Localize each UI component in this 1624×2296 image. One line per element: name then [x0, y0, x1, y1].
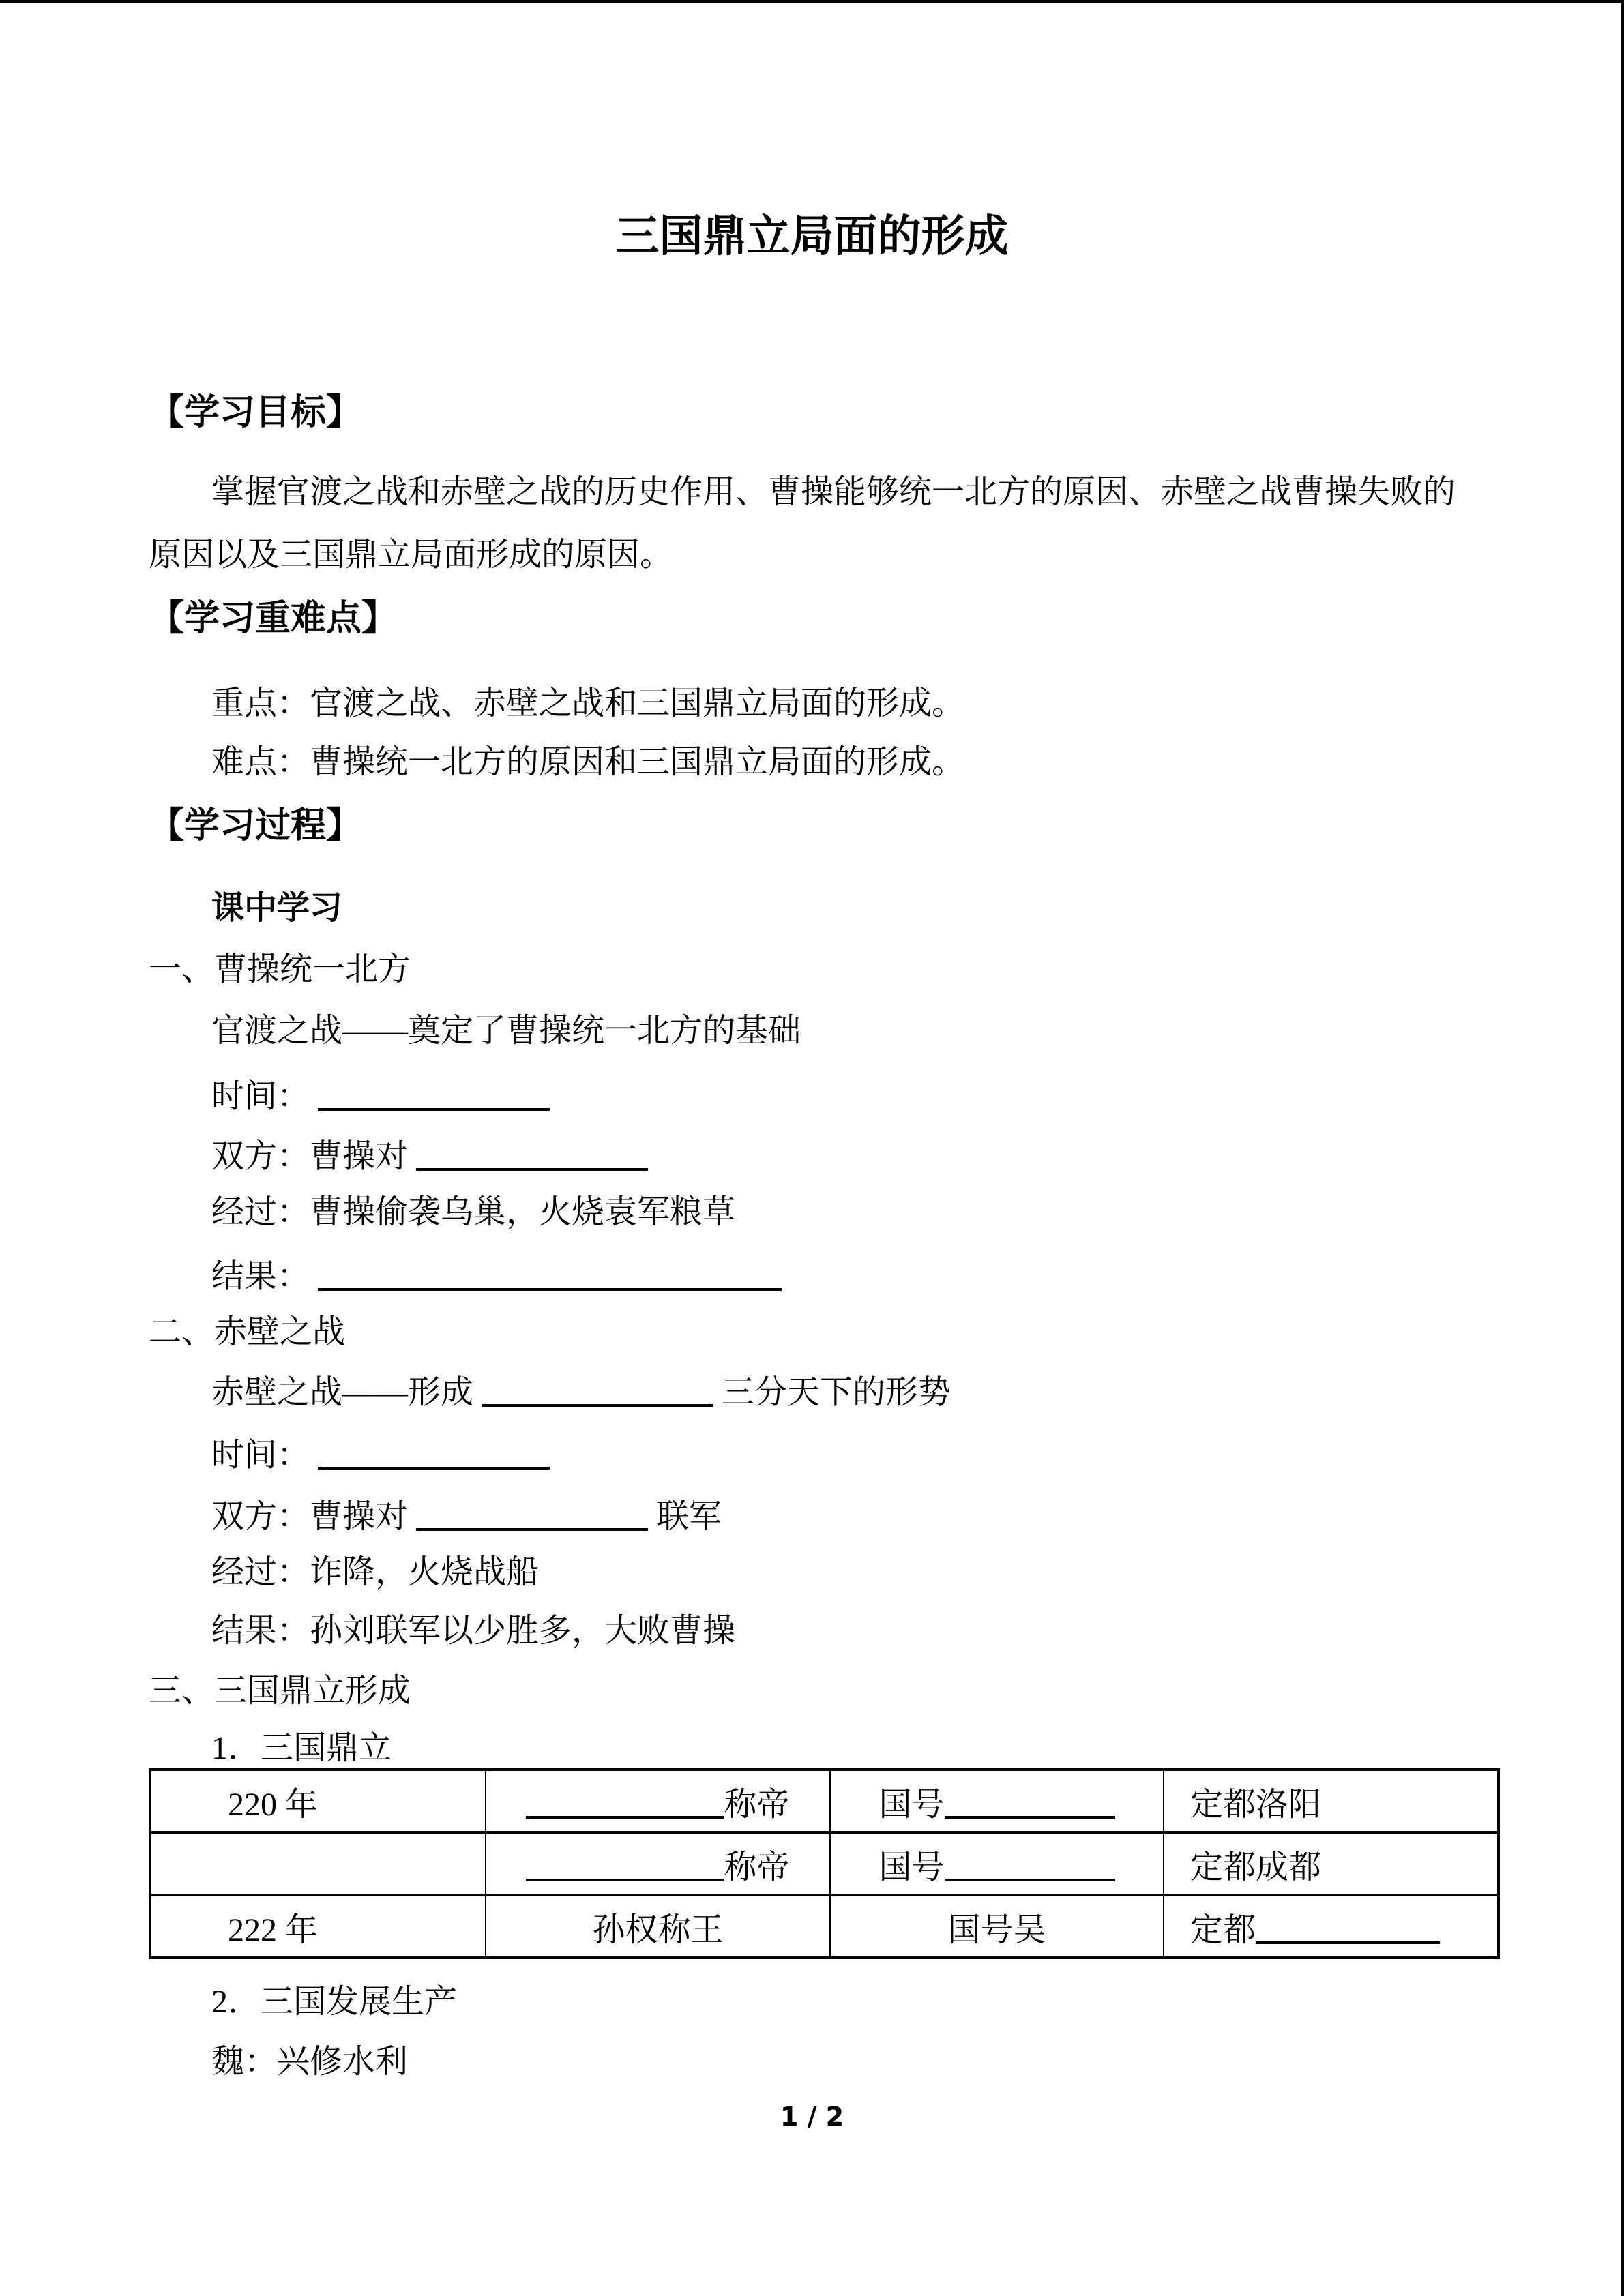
- section2-heading: 二、赤壁之战: [149, 1314, 346, 1350]
- table-cell-emperor-wei-label: 称帝: [724, 1786, 790, 1823]
- section3-item1: 1．三国鼎立: [211, 1730, 392, 1766]
- section1-sides-line: [211, 1133, 648, 1176]
- heading-learning-process: 【学习过程】: [149, 807, 362, 846]
- table-cell-capital-chengdu: 定都成都: [1164, 1832, 1498, 1895]
- section2-sides-post: 联军: [656, 1498, 722, 1535]
- fill-in-blank-time1: [318, 1077, 550, 1111]
- fill-in-blank-shu-person: [526, 1847, 724, 1881]
- table-cell-year-empty: [150, 1832, 486, 1895]
- fill-in-blank-wu-capital: [1256, 1910, 1440, 1944]
- fill-in-blank-shu-state: [945, 1847, 1115, 1881]
- table-cell-king-wu: 孙权称王: [486, 1895, 830, 1958]
- table-cell-emperor-wei: [486, 1770, 830, 1832]
- section3-heading: 三、三国鼎立形成: [149, 1673, 411, 1709]
- learning-goals-paragraph-line2: 原因以及三国鼎立局面形成的原因。: [149, 537, 673, 573]
- table-cell-year-220: 220 年: [150, 1770, 486, 1832]
- section3-item2: 2．三国发展生产: [211, 1984, 458, 2020]
- section1-guandu-subtitle: 官渡之战——奠定了曹操统一北方的基础: [211, 1013, 801, 1049]
- heading-key-difficult-points: 【学习重难点】: [149, 599, 398, 638]
- section2-sides-pre: 双方：曹操对: [211, 1498, 409, 1535]
- fill-in-blank-wei-state: [945, 1785, 1115, 1819]
- section1-result-line: [211, 1253, 782, 1296]
- page-title: 三国鼎立局面的形成: [615, 212, 1009, 260]
- table-cell-state-wu: 国号吴: [830, 1895, 1164, 1958]
- section1-course-line: 经过：曹操偷袭乌巢，火烧袁军粮草: [211, 1194, 736, 1230]
- table-row-wei: [150, 1770, 1498, 1832]
- learning-goals-paragraph-line1: 掌握官渡之战和赤壁之战的历史作用、曹操能够统一北方的原因、赤壁之战曹操失败的: [211, 474, 1456, 510]
- table-cell-capital-wu: [1164, 1895, 1498, 1958]
- table-cell-emperor-shu-label: 称帝: [724, 1849, 790, 1885]
- section1-heading: 一、曹操统一北方: [149, 951, 411, 987]
- screen-edge-artifact-top: [0, 0, 1624, 3]
- fill-in-blank-time2: [318, 1435, 550, 1470]
- table-cell-state-shu: [830, 1832, 1164, 1895]
- table-cell-year-222: 222 年: [150, 1895, 486, 1958]
- key-point-line: 重点：官渡之战、赤壁之战和三国鼎立局面的形成。: [211, 685, 965, 721]
- section2-subtitle-pre: 赤壁之战——形成: [211, 1374, 474, 1411]
- table-cell-capital-wu-label: 定都: [1190, 1911, 1256, 1948]
- table-cell-capital-luoyang: 定都洛阳: [1164, 1770, 1498, 1832]
- section3-wei-production-line: 魏：兴修水利: [211, 2044, 409, 2080]
- page-number: 1 / 2: [780, 2102, 844, 2132]
- difficult-point-line: 难点：曹操统一北方的原因和三国鼎立局面的形成。: [211, 744, 965, 780]
- fill-in-blank-opponent1: [416, 1137, 648, 1171]
- section2-chibi-subtitle: [211, 1369, 951, 1412]
- section1-result-label: 结果：: [211, 1258, 310, 1295]
- section2-time-line: [211, 1432, 550, 1474]
- section2-subtitle-post: 三分天下的形势: [722, 1374, 951, 1411]
- section2-sides-line: [211, 1493, 722, 1536]
- section2-result-line: 结果：孙刘联军以少胜多，大败曹操: [211, 1613, 736, 1649]
- section1-time-label: 时间：: [211, 1078, 310, 1115]
- section1-sides-label: 双方：曹操对: [211, 1138, 409, 1175]
- table-cell-state-shu-label: 国号: [879, 1849, 945, 1885]
- table-cell-emperor-shu: [486, 1832, 830, 1895]
- subheading-in-class-learning: 课中学习: [211, 890, 343, 926]
- section1-time-line: [211, 1073, 550, 1116]
- fill-in-blank-wei-person: [526, 1785, 724, 1819]
- fill-in-blank-opponent2: [416, 1497, 648, 1531]
- heading-learning-goals: 【学习目标】: [149, 393, 362, 432]
- section2-course-line: 经过：诈降，火烧战船: [211, 1554, 540, 1590]
- screen-edge-artifact-right: [1621, 0, 1624, 2296]
- table-row-wu: [150, 1895, 1498, 1958]
- fill-in-blank-result1: [318, 1257, 782, 1291]
- table-row-shu: [150, 1832, 1498, 1895]
- three-kingdoms-table: [149, 1768, 1500, 1959]
- fill-in-blank-formation: [482, 1373, 713, 1407]
- section2-time-label: 时间：: [211, 1437, 310, 1474]
- table-cell-state-wei-label: 国号: [879, 1786, 945, 1823]
- table-cell-state-wei: [830, 1770, 1164, 1832]
